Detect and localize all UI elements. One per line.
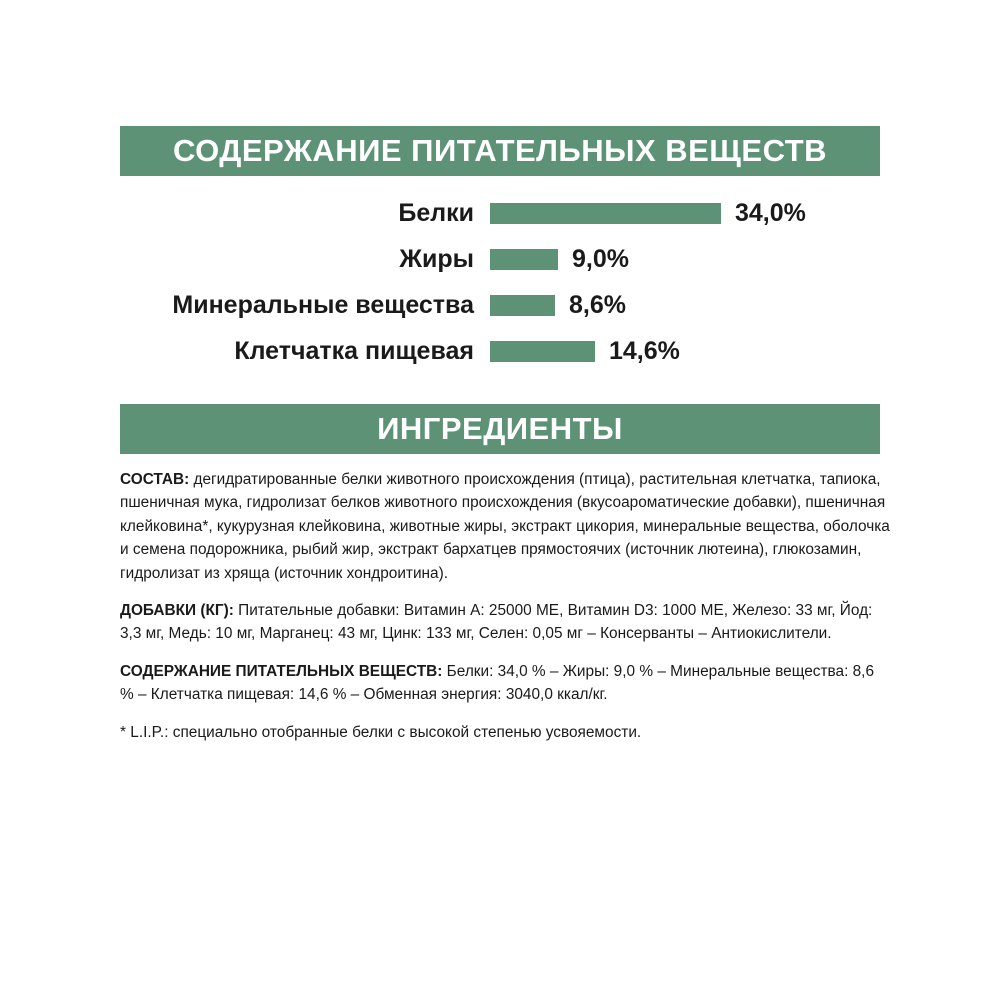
chart-bar bbox=[490, 203, 721, 224]
chart-row bbox=[120, 282, 880, 328]
chart-bar-wrap bbox=[490, 199, 880, 228]
additives-label: ДОБАВКИ (КГ): bbox=[120, 602, 234, 620]
composition-label: СОСТАВ: bbox=[120, 471, 190, 488]
chart-category-label: Клетчатка пищевая bbox=[234, 336, 474, 365]
chart-bar-wrap bbox=[490, 337, 880, 366]
chart-category-label: Жиры bbox=[399, 244, 474, 273]
analysis-paragraph bbox=[120, 660, 890, 707]
composition-text: дегидратированные белки животного происхождения (птица), растительная клетчатка, тапиока, пшеничная мука, гидролизат белков животного происхождения (вкусоароматические добавки), пшеничная клейковина*, кукурузная клейковина, животные жиры, экстракт цикория, минеральные вещества, оболочка и семена подорожника, рыбий жир, экстракт бархатцев прямостоячих (источник лютеина), глюкозамин, гидролизат из хряща (источник хондроитина). bbox=[120, 471, 890, 582]
ingredients-section-banner bbox=[120, 404, 880, 454]
nutrient-bar-chart bbox=[120, 190, 880, 375]
nutrition-section-banner bbox=[120, 126, 880, 176]
chart-value-label: 8,6% bbox=[569, 290, 626, 319]
ingredients-banner-title: ИНГРЕДИЕНТЫ bbox=[377, 411, 623, 446]
chart-bar bbox=[490, 341, 595, 362]
chart-bar-wrap bbox=[490, 291, 880, 320]
chart-bar bbox=[490, 249, 558, 270]
composition-paragraph bbox=[120, 468, 890, 585]
chart-value-label: 34,0% bbox=[735, 198, 806, 227]
analysis-text: Белки: 34,0 % – Жиры: 9,0 % – Минеральные вещества: 8,6 % – Клетчатка пищевая: 14,6 % – Обменная энергия: 3040,0 ккал/кг. bbox=[120, 662, 875, 704]
chart-value-label: 14,6% bbox=[609, 336, 680, 365]
chart-category-label: Белки bbox=[398, 198, 474, 227]
chart-row bbox=[120, 328, 880, 374]
additives-text: Питательные добавки: Витамин А: 25000 МЕ, Витамин D3: 1000 МЕ, Железо: 33 мг, Йод: 3,3 мг, Медь: 10 мг, Марганец: 43 мг, Цинк: 133 мг, Селен: 0,05 мг – Консерванты – Антиокислители. bbox=[120, 602, 873, 643]
additives-paragraph bbox=[120, 599, 890, 646]
footnote-text: * L.I.P.: специально отобранные белки с высокой степенью усвояемости. bbox=[120, 723, 642, 741]
chart-row bbox=[120, 190, 880, 236]
chart-value-label: 9,0% bbox=[572, 244, 629, 273]
chart-bar bbox=[490, 295, 555, 316]
chart-bar-wrap bbox=[490, 245, 880, 274]
chart-category-label: Минеральные вещества bbox=[172, 290, 474, 319]
nutrition-banner-title: СОДЕРЖАНИЕ ПИТАТЕЛЬНЫХ ВЕЩЕСТВ bbox=[172, 133, 828, 168]
ingredients-text-block bbox=[120, 468, 890, 744]
analysis-label: СОДЕРЖАНИЕ ПИТАТЕЛЬНЫХ ВЕЩЕСТВ: bbox=[120, 662, 443, 680]
chart-row bbox=[120, 236, 880, 282]
